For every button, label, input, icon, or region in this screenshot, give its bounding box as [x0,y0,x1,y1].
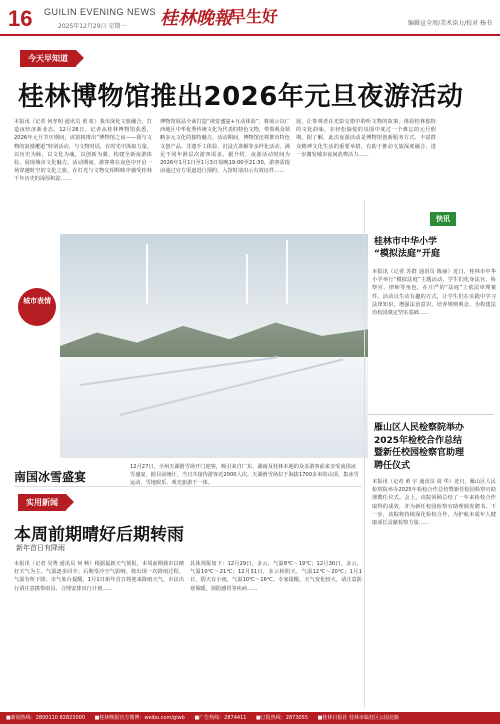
paper-english-name: GUILIN EVENING NEWS [44,7,157,17]
prosecutor-story-text: 本报讯（记者 黄 宇 通讯员 周 华）近日，雁山区人民检察院举办2025年检校合作总结暨新任校园检察官助理聘任仪式。会上，该院回顾总结了一年来检校合作取得的成效，并为新任校园检察官助理颁发聘书。下一步，该院将持续深化检校合作，为护航未成年人健康成长贡献检察力量…… [372,479,496,527]
school-story-text: 本报讯（记者 苏群 通讯员 陈丽）近日，桂林市中华小学举行“模拟法庭”主题活动，学生们化身法官、检察官、律师等角色，在庄严的“法庭”上依法审理案件。活动以生动有趣的方式，让学生们在实践中学习法律知识，增强法治意识，培养规则观念，为构建法治校园奠定坚实基础…… [372,269,496,317]
sidebar-divider [368,414,494,415]
footer-item: ■订报热线：2873055 [256,715,309,721]
lead-column-1: 本报讯（记者 何孝明 通讯员 黄 虹）我市深化文旅融合，打造夜经济新业态。12月28日，记者从桂林博物馆获悉，2026年元旦节庆期间，该馆将推出“博物馆之夜——我与文物的浪漫邂逅”特别活动，与文物对话，在时光中汲取力量。以历史为脉，以文化为魂，以创新为翼，构建全新夜游体验，展现城市文化魅力。活动期间，游客将在夜色中开启一场穿越时空的文化之旅，在灯光与文物交相辉映中感受桂林千年历史的深厚积淀…… [14,119,152,183]
column-divider [364,200,365,708]
wind-turbine [246,254,248,304]
paper-logo: 桂林晚報 [160,8,232,29]
lead-column-2: 博物馆展品全面打造“视觉盛宴+互动体验”，将展示以广西地区中华优秀传统文化为代表的特色文物，带领观众领略多元文化的独特魅力。活动期间，博物馆还将推出特色文创产品、非遗手工体验、沉浸式讲解等多样化活动，满足不同年龄层次游客需求。据介绍，夜游活动时间为2026年1月1日至1月3日每晚19:00至21:30，游客需提前通过官方渠道进行预约，入馆时请出示有效证件…… [160,119,290,175]
flash-news-tag: 快讯 [430,212,456,226]
photo-caption-text: 12月27日，全州天湖滑雪场开门迎客，吸引来自广东、湖南及桂林本地的众多游客前来享受南国冰雪盛宴。据目前统计，当日共接待游客近2000人次。天湖滑雪场位于海拔1700多米的山顶，集冰雪运动、雪地娱乐、观光旅游于一体。 [130,464,359,486]
weather-subhead: 新年首日有降雨 [16,544,65,552]
prosecutor-story-title: 雁山区人民检察院举办 2025年检校合作总结 暨新任校园检察官助理 聘任仪式 [374,423,465,471]
column-name: 早生好 [230,7,279,26]
footer-bar [0,712,500,724]
ski-resort-photo [60,234,368,458]
section-tag-today: 今天早知道 [20,50,76,67]
photo-sky [60,234,368,350]
footer-item: ■新闻热线：2800110 82823000 [6,715,86,721]
issue-date: 2025年12月29日 星期一 [58,23,127,30]
wind-turbine [146,244,148,304]
footer-item: ■广告热线：2874411 [194,715,247,721]
lead-headline: 桂林博物馆推出2026年元旦夜游活动 [18,82,464,112]
photo-snow-slope [60,357,368,458]
editor-credits: 编辑宣全周/美术读力/校对 杨书 [408,20,492,27]
page-number: 16 [8,6,33,31]
photo-caption-title: 南国冰雪盛宴 [14,470,87,484]
footer-item: ■桂林晚报官方微博：weibo.com/glwb [94,715,185,721]
school-story-title: 桂林市中华小学 “模拟法庭”开庭 [374,237,440,259]
divider [14,486,362,487]
section-tag-practical: 实用新闻 [18,494,66,511]
weather-column-1: 本报讯（记者 吴秀 通讯员 何 畅）根据最新天气预报，本周前期我市以晴好天气为主，气温逐步回升；后期受冷空气影响，将出现一次降雨过程，气温有所下降。市气象台提醒，1月1日新年首日将迎来降雨天气，市民出行请注意携带雨具，合理安排出行计划…… [14,561,184,592]
wind-turbine [286,240,288,304]
weather-column-2: 具体预报如下：12月29日，多云，气温8℃～19℃；12月30日，多云，气温10℃～21℃；12月31日，多云转阴天，气温12℃～20℃；1月1日，阴天有小雨，气温10℃～16℃。专家提醒，天气变化较大，请注意防寒保暖，预防感冒等疾病…… [190,561,362,592]
section-tag-city: 城市表情 [18,288,56,326]
footer-item: ■桂林日报社 桂林市临桂区公园北路 [317,715,399,721]
masthead [0,0,500,36]
weather-headline: 本周前期晴好后期转雨 [14,525,184,545]
lead-column-3: 展，让参观者在光影交错中聆听文物的故事，体验桂林独特的文化韵味，在轻松愉悦的氛围中度过一个难忘的元旦假期。据了解，此次夜游活动是博物馆创新服务方式、丰富群众精神文化生活的重要举措，有助于推动文旅深度融合，进一步激发城市夜间消费活力…… [296,119,436,158]
